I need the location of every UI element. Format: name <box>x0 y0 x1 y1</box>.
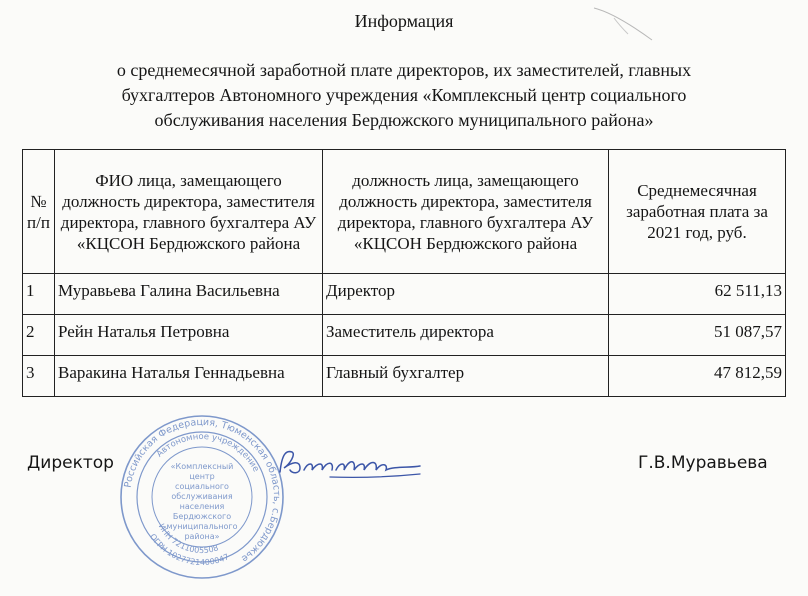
row-name: Рейн Наталья Петровна <box>55 315 323 356</box>
table-row <box>23 356 786 397</box>
row-number: 1 <box>23 274 55 315</box>
stamp-inner-text: Автономное учреждение <box>154 431 261 474</box>
signatory-name: Г.В.Муравьева <box>638 453 768 473</box>
table-row <box>23 274 786 315</box>
document-subtitle-line-2: бухгалтеров Автономного учреждения «Комплексный центр социального <box>121 85 687 105</box>
document-subtitle-line-1: о среднемесячной заработной плате директоров, их заместителей, главных <box>116 60 692 80</box>
scan-mark <box>590 4 660 44</box>
column-header-name: ФИО лица, замещающего должность директора, заместителя директора, главного бухгалтера АУ «КЦСОН Бердюжского района <box>55 150 323 274</box>
table-header-row <box>23 150 786 274</box>
stamp-center-line: Бердюжского <box>172 512 232 521</box>
document-title: Информация <box>354 11 454 31</box>
row-position: Главный бухгалтер <box>323 356 609 397</box>
table-row <box>23 315 786 356</box>
row-salary: 51 087,57 <box>609 315 786 356</box>
stamp-center-line: обслуживания <box>171 492 233 501</box>
stamp-center-line: социального <box>175 482 229 491</box>
stamp-center-line: муниципального <box>166 522 238 531</box>
row-name: Варакина Наталья Геннадьевна <box>55 356 323 397</box>
stamp-inn: ИНН 7211005508 <box>156 522 220 556</box>
stamp-outer-text: Российская Федерация, Тюменская область, с.Бердюжье <box>122 416 283 565</box>
column-header-salary: Среднемесячная заработная плата за 2021 год, руб. <box>609 150 786 274</box>
salary-table <box>22 149 786 397</box>
stamp-center-line: района» <box>184 532 220 541</box>
row-number: 3 <box>23 356 55 397</box>
document-subtitle-line-3: обслуживания населения Бердюжского муниципального района» <box>154 110 654 130</box>
column-header-number: № п/п <box>23 150 55 274</box>
row-position: Заместитель директора <box>323 315 609 356</box>
row-salary: 62 511,13 <box>609 274 786 315</box>
official-stamp <box>118 413 286 581</box>
stamp-center-line: центр <box>189 472 215 481</box>
row-number: 2 <box>23 315 55 356</box>
stamp-ogrn: ОГРН 1027721400047 <box>147 532 231 567</box>
row-salary: 47 812,59 <box>609 356 786 397</box>
signatory-role: Директор <box>27 453 114 473</box>
stamp-center-line: «Комплексный <box>170 462 234 471</box>
row-name: Муравьева Галина Васильевна <box>55 274 323 315</box>
stamp-center-line: населения <box>179 502 225 511</box>
row-position: Директор <box>323 274 609 315</box>
handwritten-signature <box>270 444 430 484</box>
column-header-position: должность лица, замещающего должность директора, заместителя директора, главного бухгалтера АУ «КЦСОН Бердюжского района <box>323 150 609 274</box>
